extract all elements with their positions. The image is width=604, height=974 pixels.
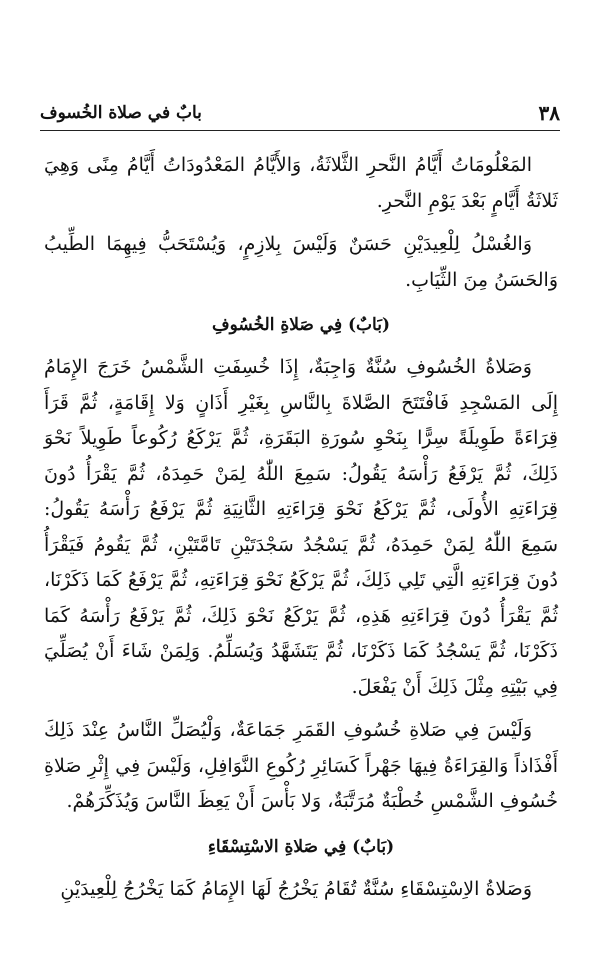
section-heading-rain-prayer: (بَابٌ) فِي صَلاةِ الاسْتِسْقَاءِ xyxy=(207,836,395,857)
section-heading-eclipse-prayer: (بَابٌ) فِي صَلاةِ الخُسُوفِ xyxy=(212,315,390,335)
running-header-title: بابٌ في صلاة الخُسوف xyxy=(40,103,202,123)
paragraph-eid-ghusl: وَالغُسْلُ لِلْعِيدَيْنِ حَسَنٌ وَلَيْسَ بِلازِمٍ، وَيُسْتَحَبُّ فِيهِمَا الطِّيبُ وَالحَسَنُ مِنَ الثِّيَابِ. xyxy=(44,233,558,291)
paragraph-solar-eclipse-prayer: وَصَلاةُ الخُسُوفِ سُنَّةٌ وَاجِبَةٌ، إِذَا خُسِفَتِ الشَّمْسُ خَرَجَ الإِمَامُ إِلَى المَسْجِدِ فَافْتَتَحَ الصَّلاةَ بِالنَّاسِ بِغَيْرِ أَذَانٍ وَلا إِقَامَةٍ، ثُمَّ قَرَأَ قِرَاءَةً طَوِيلَةً سِرًّا بِنَحْوِ سُورَةِ البَقَرَةِ، ثُمَّ يَرْكَعُ رُكُوعاً طَوِيلاً نَحْوَ ذَلِكَ، ثُمَّ يَرْفَعُ رَأْسَهُ يَقُولُ: سَمِعَ اللّٰهُ لِمَنْ حَمِدَهُ، ثُمَّ يَقْرَأُ دُونَ قِرَاءَتِهِ الأُولَى، ثُمَّ يَرْكَعُ نَحْوَ قِرَاءَتِهِ الثَّانِيَةِ ثُمَّ يَرْفَعُ رَأْسَهُ يَقُولُ: سَمِعَ اللّٰهُ لِمَنْ حَمِدَهُ، ثُمَّ يَسْجُدُ سَجْدَتَيْنِ تَامَّتَيْنِ، ثُمَّ يَقُومُ فَيَقْرَأُ دُونَ قِرَاءَتِهِ الَّتِي تَلِي ذَلِكَ، ثُمَّ يَرْكَعُ نَحْوَ قِرَاءَتِهِ، ثُمَّ يَرْفَعُ كَمَا ذَكَرْنَا، ثُمَّ يَقْرَأُ دُونَ قِرَاءَتِهِ هَذِهِ، ثُمَّ يَرْكَعُ نَحْوَ ذَلِكَ، ثُمَّ يَرْفَعُ رَأْسَهُ كَمَا ذَكَرْنَا، ثُمَّ يَسْجُدُ كَمَا ذَكَرْنَا، ثُمَّ يَتَشَهَّدُ وَيُسَلِّمُ. وَلِمَنْ شَاءَ أَنْ يُصَلِّيَ فِي بَيْتِهِ مِثْلَ ذَلِكَ أَنْ يَفْعَلَ. xyxy=(44,356,558,698)
page-body xyxy=(44,148,558,915)
paragraph-rain-prayer: وَصَلاةُ الاِسْتِسْقَاءِ سُنَّةٌ تُقَامُ يَخْرُجُ لَهَا الإِمَامُ كَمَا يَخْرُجُ لِلْعِيدَيْنِ xyxy=(60,877,532,900)
running-header xyxy=(40,96,560,131)
page-number: ٣٨ xyxy=(538,101,560,125)
paragraph-days-of-sacrifice: المَعْلُومَاتُ أَيَّامُ النَّحرِ الثَّلاثَةُ، وَالأَيَّامُ المَعْدُودَاتُ أَيَّامُ مِنًى وَهِيَ ثَلاثَةُ أَيَّامٍ بَعْدَ يَوْمِ النَّحرِ. xyxy=(44,154,558,212)
paragraph-lunar-eclipse-prayer: وَلَيْسَ فِي صَلاةِ خُسُوفِ القَمَرِ جَمَاعَةٌ، وَلْيُصَلِّ النَّاسُ عِنْدَ ذَلِكَ أَفْذَاذاً وَالقِرَاءَةُ فِيهَا جَهْراً كَسَائِرِ رُكُوعِ النَّوَافِلِ، وَلَيْسَ فِي إِثْرِ صَلاةِ خُسُوفِ الشَّمْسِ خُطْبَةٌ مُرَتَّبَةٌ، وَلا بَأْسَ أَنْ يَعِظَ النَّاسَ وَيُذَكِّرَهُمْ. xyxy=(44,719,558,812)
